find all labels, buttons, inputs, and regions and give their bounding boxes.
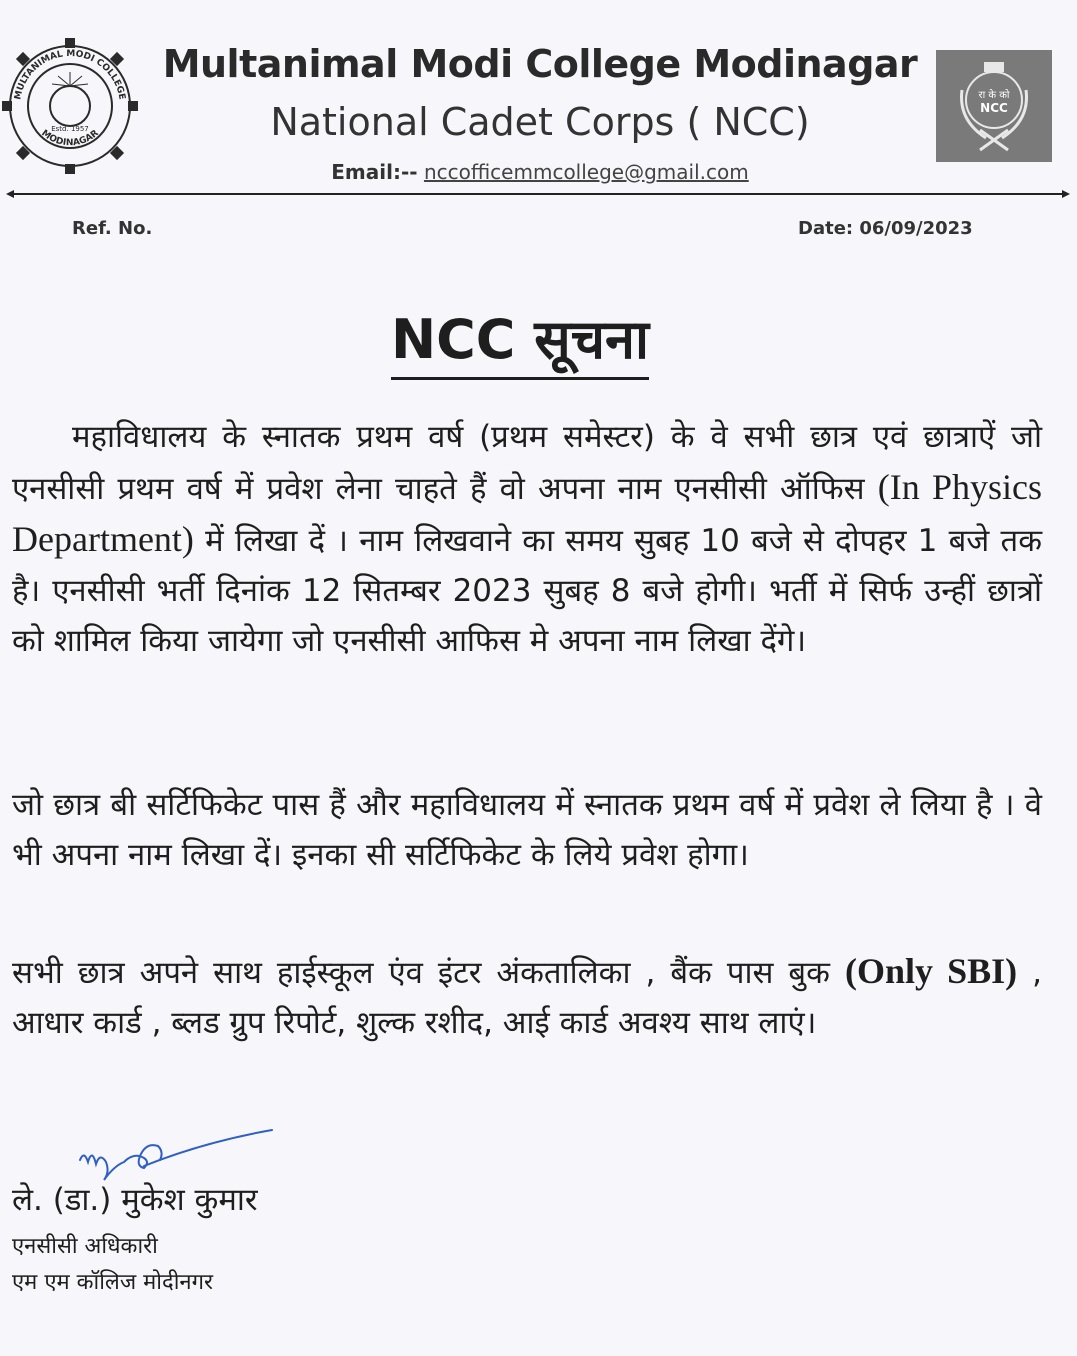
signatory-role: एनसीसी अधिकारी bbox=[12, 1234, 158, 1259]
college-name: Multanimal Modi College Modinagar bbox=[162, 42, 918, 86]
para3-text-a: सभी छात्र अपने साथ हाईस्कूल एंव इंटर अंकतालिका , बैंक पास बुक bbox=[12, 955, 845, 991]
logo-estd: Estd. 1957 bbox=[51, 125, 89, 133]
signatory-name: ले. (डा.) मुकेश कुमार bbox=[12, 1182, 258, 1218]
paragraph-b-certificate: जो छात्र बी सर्टिफिकेट पास हैं और महाविधालय में स्नातक प्रथम वर्ष में प्रवेश ले लिया है । वे भी अपना नाम लिखा दें। इनका सी सर्टिफिकेट के लिये प्रवेश होगा। bbox=[12, 787, 1042, 873]
ref-number: Ref. No. bbox=[72, 218, 153, 239]
notice-title-text: NCC सूचना bbox=[391, 308, 649, 380]
para3-english: (Only SBI) bbox=[844, 951, 1018, 991]
email-line bbox=[150, 160, 930, 184]
header-divider bbox=[6, 188, 1070, 200]
notice-title bbox=[0, 300, 1040, 374]
para1-english: (In Physics Department) bbox=[12, 467, 1042, 559]
para3-text-b: , आधार कार्ड , ब्लड ग्रुप रिपोर्ट, शुल्क रशीद, आई कार्ड अवश्य साथ लाएं। bbox=[12, 955, 1043, 1041]
signatory-place: एम एम कॉलिज मोदीनगर bbox=[12, 1270, 213, 1295]
ncc-emblem bbox=[936, 50, 1052, 162]
notice-date: Date: 06/09/2023 bbox=[798, 218, 973, 239]
logo-ring-text: MULTANIMAL MODI COLLEGE bbox=[13, 48, 127, 101]
email-label: Email:-- bbox=[331, 160, 418, 184]
para1-text-a: महाविधालय के स्नातक प्रथम वर्ष (प्रथम समेस्टर) के वे सभी छात्र एवं छात्राऐं जो एनसीसी प्रथम वर्ष में प्रवेश लेना चाहते हैं वो अपना नाम एनसीसी ऑफिस bbox=[12, 419, 1042, 507]
para1-text-b: में लिखा दें । नाम लिखवाने का समय सुबह 10 बजे से दोपहर 1 बजे तक है। एनसीसी भर्ती दिनांक 12 सितम्बर 2023 सुबह 8 बजे होगी। भर्ती में सिर्फ उन्हीं छात्रों को शामिल किया जायेगा जो एनसीसी आफिस मे अपना नाम लिखा देंगे। bbox=[12, 523, 1042, 659]
email-link[interactable]: nccofficemmcollege@gmail.com bbox=[423, 160, 749, 184]
college-logo bbox=[0, 36, 140, 176]
logo-bottom-text: MODINAGAR bbox=[39, 128, 101, 149]
paragraph-documents bbox=[12, 946, 1042, 1048]
paragraph-enrollment bbox=[12, 412, 1042, 666]
ncc-emblem-text: NCC bbox=[980, 101, 1008, 115]
department-name: National Cadet Corps ( NCC) bbox=[270, 100, 810, 144]
ncc-emblem-hindi: रा के को bbox=[978, 90, 1010, 101]
